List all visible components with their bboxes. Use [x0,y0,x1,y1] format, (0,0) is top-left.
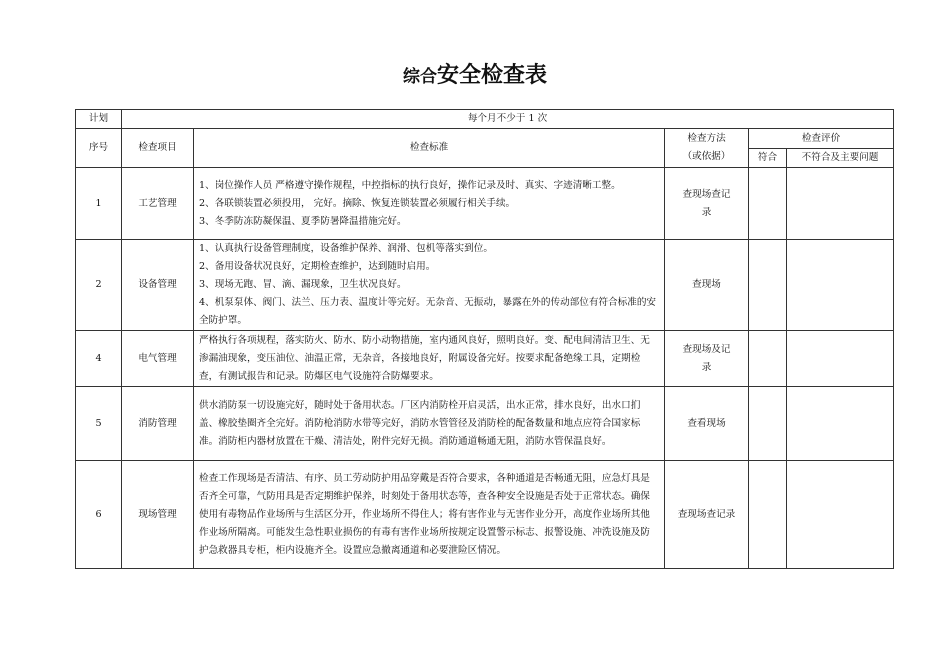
table-row [76,387,894,461]
plan-value: 每个月不少于 1 次 [122,110,894,129]
row-conform [749,168,787,240]
row-number: 1 [76,168,122,240]
plan-label: 计划 [76,110,122,129]
header-method-sub: （或依据） [682,151,731,162]
row-method-text: 查现场及记录 [682,343,731,373]
title-prefix: 综合 [402,67,437,87]
standard-line: 1、岗位操作人员 严格遵守操作规程，中控指标的执行良好，操作记录及时、真实、字迹清晰工整。 [199,179,621,191]
standard-line: 4、机泵泵体、阀门、法兰、压力表、温度计等完好。无杂音、无振动，暴露在外的传动部位有符合标准的安全防护罩。 [199,297,657,326]
table-row [76,240,894,331]
row-standard [194,461,665,569]
row-item: 电气管理 [122,331,194,387]
standard-line: 2、备用设备状况良好，定期检查维护，达到随时启用。 [199,261,436,272]
row-method [665,331,749,387]
row-nonconform [787,331,894,387]
row-standard [194,240,665,331]
standard-line: 2、各联锁装置必须投用， 完好。摘除、恢复连锁装置必须履行相关手续。 [199,197,516,209]
header-method [665,129,749,168]
row-number: 5 [76,387,122,461]
row-nonconform [787,387,894,461]
row-nonconform [787,240,894,331]
row-number: 6 [76,461,122,569]
row-item: 工艺管理 [122,168,194,240]
row-conform [749,461,787,569]
header-nonconform: 不符合及主要问题 [787,149,894,168]
row-method [665,461,749,569]
table-row [76,461,894,569]
header-row [76,129,894,149]
row-standard [194,168,665,240]
row-standard [194,331,665,387]
header-standard: 检查标准 [194,129,665,168]
row-conform [749,331,787,387]
row-number: 2 [76,240,122,331]
header-item: 检查项目 [122,129,194,168]
row-method-text: 查现场查记录 [682,188,731,218]
row-number: 4 [76,331,122,387]
row-conform [749,387,787,461]
row-method [665,168,749,240]
header-evaluation: 检查评价 [749,129,894,149]
table-row [76,331,894,387]
row-method: 查看现场 [665,387,749,461]
header-method-label: 检查方法 [687,133,726,144]
standard-line: 严格执行各项规程，落实防火、防水、防小动物措施，室内通风良好，照明良好。变、配电间清洁卫生、无渗漏油现象，变压油位、油温正常，无杂音，各接地良好，附属设备完好。按要求配备绝缘工具，定期检查，有测试报告和记录。防爆区电气设施符合防爆要求。 [199,334,650,382]
row-item: 现场管理 [122,461,194,569]
header-seq: 序号 [76,129,122,168]
table-row [76,168,894,240]
standard-line: 3、现场无跑、冒、滴、漏现象，卫生状况良好。 [199,279,407,290]
row-nonconform [787,168,894,240]
row-item: 设备管理 [122,240,194,331]
row-nonconform [787,461,894,569]
row-conform [749,240,787,331]
standard-line: 1、认真执行设备管理制度，设备维护保养、润滑、包机等落实到位。 [199,243,493,254]
standard-line: 3、冬季防冻防凝保温、夏季防暑降温措施完好。 [199,215,407,227]
standard-line: 供水消防泵一切设施完好，随时处于备用状态。厂区内消防栓开启灵活，出水正常，排水良好，出水口扪盖、橡胶垫圈齐全完好。消防枪消防水带等完好，消防水管管径及消防栓的配备数量和地点应符合国家标准。消防柜内器材放置在干燥、清洁处，附件完好无损。消防通道畅通无阻，消防水管保温良好。 [199,399,641,447]
row-method-text: 查现场查记录 [677,508,736,520]
title-main: 安全检查表 [436,63,547,88]
standard-line: 检查工作现场是否清洁、有序、员工劳动防护用品穿戴是否符合要求，各种通道是否畅通无阻，应急灯具是否齐全可靠，气防用具是否定期维护保养，时刻处于备用状态等，查各种安全设施是否处于正常状态。确保使用有毒物品作业场所与生活区分开，作业场所不得住人；将有害作业与无害作业分开，高度作业场所其他作业场所隔离。可能发生急性职业损伤的有毒有害作业场所按规定设置警示标志、报警设施、冲洗设施及防护急救器具专柜，柜内设施齐全。设置应急撤离通道和必要泄险区情况。 [199,472,650,556]
header-conform: 符合 [749,149,787,168]
row-method: 查现场 [665,240,749,331]
page-title [0,58,950,89]
inspection-table [75,109,894,569]
row-standard [194,387,665,461]
plan-row [76,110,894,129]
row-item: 消防管理 [122,387,194,461]
